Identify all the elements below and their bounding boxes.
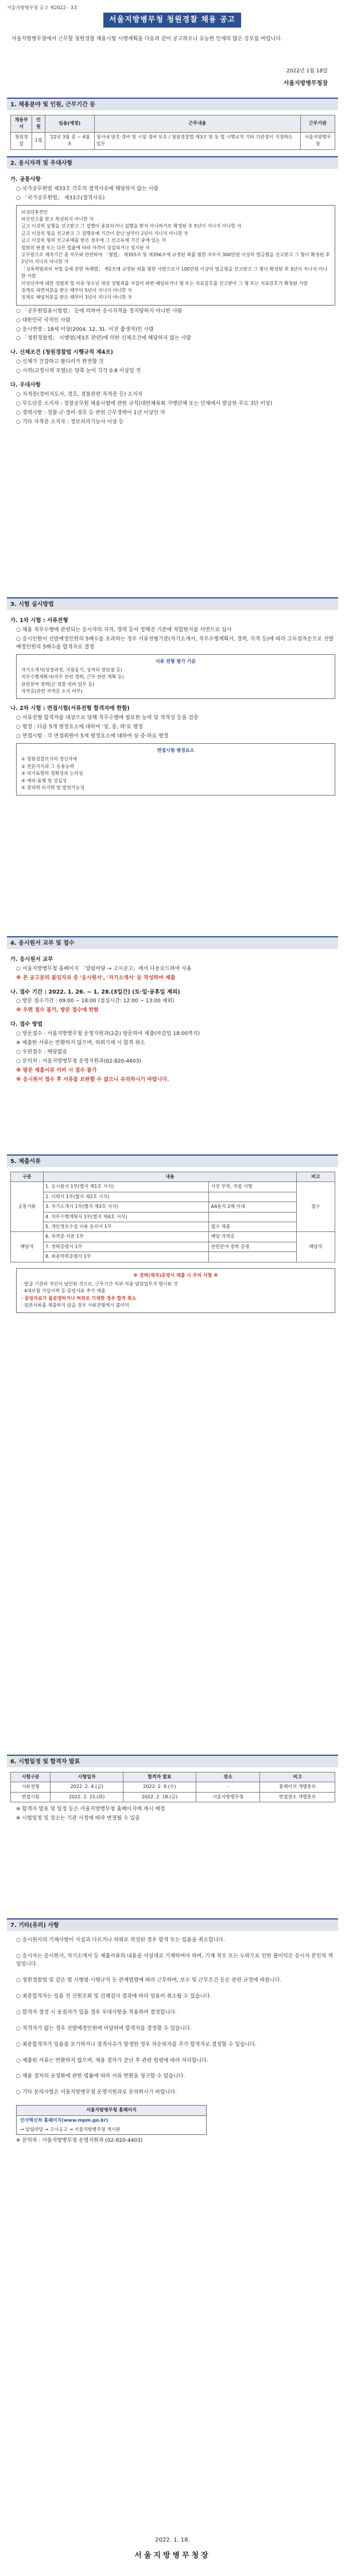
table-cell: 5. 개인정보수집 이용 동의서 1부: [44, 1222, 209, 1231]
box-line: 직무수행계획서(직무 관련 경력, 근무 관련 계획 등): [21, 674, 124, 680]
box-title: ※ 경력(재직)증명서 제출 시 주의 사항 ※: [133, 1272, 218, 1278]
table-cell: [209, 1252, 297, 1262]
list-item: ○ 서류전형 합격자를 대상으로 당해 직무수행에 필요한 능력 및 적격성 등을 검증: [16, 715, 199, 721]
list-item: ○ 합격자 결정 시 동점자가 있을 경우 우대사항을 적용하여 결정합니다.: [16, 2009, 177, 2015]
section-5-title: 5. 제출서류: [7, 1154, 338, 1167]
list-item: ※ 우편 접수 불가, 방문 접수에 한함: [16, 1007, 99, 1014]
table-cell: 서울지방병무청: [300, 132, 335, 149]
box-line: · 원본서류를 제출하지 않을 경우 서류전형에서 불이익: [21, 1303, 129, 1308]
table-cell: 3. 자기소개서 1부(별지 제3호 서식): [44, 1202, 209, 1212]
issuer-top: 서울지방병무청장: [283, 80, 328, 87]
table-cell: -: [196, 1782, 260, 1792]
table-header: 장소: [196, 1772, 260, 1782]
box-line: ⑤ 창의력·의지력 및 발전가능성: [21, 785, 85, 790]
list-item: ○ 무도단증 소지자 : 경찰공무원 채용시험에 관한 규칙(대한체육회 가맹단체 또는 단체에서 발급한 무도 3단 이상): [16, 400, 273, 407]
table-header: 근무기관: [300, 115, 335, 133]
table-cell: 1. 응시원서 1부(별지 제1호 서식): [44, 1182, 209, 1192]
list-item: ○ 적격자가 없는 경우 선발예정인원에 미달하여 합격자를 결정할 수 있습니다.: [16, 2025, 192, 2032]
table-cell: 8. 최종학력증명서 1부: [44, 1252, 209, 1262]
list-item: ○ 청원경찰법 및 같은 법 시행령·시행규칙 등 관계법령에 따라 근무하며, 보수 및 근무조건 등은 관련 규정에 따릅니다.: [16, 1977, 282, 1983]
box-line: 징계로 파면처분을 받은 때부터 5년이 지나지 아니한 자: [21, 287, 132, 293]
box-line: ② 전문지식과 그 응용능력: [21, 763, 75, 769]
note-text: ※ 합격자 발표 및 일정 등은 서울지방병무청 홈페이지에 게시 예정: [16, 1806, 165, 1813]
sub-heading: 다. 우대사항: [10, 382, 41, 389]
table-cell: 서류전형: [11, 1782, 51, 1792]
table-cell: 관련분야 경력 증명: [209, 1242, 297, 1252]
box-line: 자기소개서(성장과정, 지원동기, 성격의 장단점 등): [21, 667, 123, 673]
table-cell: 해당 자격증: [209, 1232, 297, 1242]
sub-heading: 다. 접수 방법: [10, 1021, 43, 1028]
table-cell: 2022. 2. 9.(수): [123, 1782, 196, 1792]
box-line: 자격증(관련 자격증 소지 여부): [21, 689, 83, 694]
list-item: ○ 「공무원임용시험령」 등에 의하여 응시자격을 정지당하지 아니한 사람: [16, 308, 183, 314]
table-cell: 7. 경력증명서 1부: [44, 1242, 209, 1252]
table-header: 구분: [11, 1172, 44, 1182]
box-line: ④ 예의·품행 및 성실성: [21, 778, 67, 783]
table-header: 시험구분: [11, 1772, 51, 1782]
table-row: [11, 1792, 335, 1802]
homepage-link[interactable]: 인사혁신처 홈페이지(www.mpm.go.kr): [20, 2117, 108, 2123]
list-item: ○ 제출된 서류는 반환하지 않으며, 채용 절차가 끝난 후 관련 법령에 따라 처리합니다.: [16, 2057, 208, 2064]
section-1-title: 1. 채용분야 및 인원, 근무기간 등: [7, 98, 338, 110]
list-item: ○ 최종합격자는 임용 전 신원조회 및 신체검사 결과에 따라 임용이 취소될 수 있습니다.: [16, 1993, 212, 1999]
table-cell: 청사내 방호·경비 및 시설 경비 보호 / 청원경찰법 제3조 및 동 법 시행규칙 기타 기관장이 지정하는 업무: [94, 132, 300, 149]
section-4-title: 4. 응시원서 교부 및 접수: [7, 936, 338, 949]
list-item: ○ 국가공무원법 제33조 각호의 결격사유에 해당하지 않는 사람: [16, 186, 158, 192]
box-line: 징계로 해임처분을 받은 때부터 3년이 지나지 아니한 자: [21, 295, 132, 300]
list-item: ○ 「국가공무원법」 제33조(결격사유): [16, 195, 105, 201]
section-3-title: 3. 시험 실시방법: [7, 597, 338, 610]
sub-heading: 나. 접수 기간 : 2022. 1. 26. ~ 1. 28.(3일간) (토·일·공휴일 제외): [10, 988, 180, 995]
section-1-body: [10, 115, 335, 150]
box-line: ① 청원경찰로서의 정신자세: [21, 756, 77, 762]
table-cell: 1명: [32, 132, 45, 149]
notice-number: 서울지방병무청 공고 제2022 - 3호: [7, 5, 78, 10]
list-item: ○ 응시인원이 선발예정인원의 5배수를 초과하는 경우 서류전형기준(자기소개서, 직무수행계획서, 경력, 자격 등)에 따라 고득점자순으로 선발예정인원의 5배수를 합격자로 결정: [16, 636, 334, 650]
table-cell: 공통서류: [11, 1182, 44, 1232]
table-cell: 사진 부착, 자필 서명: [209, 1182, 297, 1192]
table-cell: '22년 3월 중 ~ 4월 초: [45, 132, 94, 149]
table-cell: 해당자: [11, 1232, 44, 1262]
section-6-title: 6. 시험일정 및 합격자 발표: [7, 1755, 338, 1767]
box-line: 「성폭력범죄의 처벌 등에 관한 특례법」 제2조에 규정된 죄를 범한 사람으로서 100만원 이상의 벌금형을 선고받고 그 형이 확정된 후 3년이 지나지 아니한 사람: [21, 266, 327, 279]
sub-heading: 가. 공통사항: [10, 176, 41, 183]
list-item: ○ 기타 문의사항은 서울지방병무청 운영지원과로 문의하시기 바랍니다.: [16, 2090, 177, 2096]
section-2-title: 2. 응시자격 및 우대사항: [7, 156, 338, 169]
box-line: 미성년자에 대한 성범죄 및 아동·청소년 대상 성범죄를 저질러 파면·해임되거나 형 또는 치료감호를 선고받아 그 형 또는 치료감호가 확정된 사람: [21, 280, 308, 286]
list-item: ○ 기타 자격증 소지자 : 정보처리기능사 이상 등: [16, 419, 124, 425]
list-item: ○ 우편접수 : 해당없음: [16, 1049, 68, 1055]
link-box-header: 서울지방병무청 홈페이지: [17, 2106, 206, 2115]
intro-text: 서울지방병무청에서 근무할 청원경찰 채용시험 시행계획을 다음과 같이 공고하오니 유능한 인재의 많은 응모를 바랍니다.: [11, 36, 282, 42]
list-item: ○ 문의처 : 서울지방병무청 운영지원과(02-820-4403): [16, 1058, 141, 1064]
box-line: 관련분야 경력(군·경찰·경비 업무 등): [21, 681, 95, 687]
box-line: 금고 이상의 형의 선고유예를 받은 경우에 그 선고유예 기간 중에 있는 자: [21, 238, 166, 244]
table-header: 비고: [260, 1772, 335, 1782]
box-line: 법원의 판결 또는 다른 법률에 따라 자격이 상실되거나 정지된 자: [21, 245, 150, 250]
career-warning-box: [16, 1268, 335, 1314]
table-header: 합격자 발표: [123, 1772, 196, 1782]
table-cell: 청원경찰: [11, 132, 32, 149]
section-2-body: [10, 173, 335, 427]
table-cell: 6. 자격증 사본 1부: [44, 1232, 209, 1242]
table-cell: 해당자: [297, 1232, 335, 1262]
list-item: ○ 경력사항 : 경찰·군·경비·경호 등 관련 근무경력이 1년 이상인 자: [16, 410, 165, 416]
disqualification-box: [16, 205, 335, 306]
table-header: 근무내용: [94, 115, 300, 133]
box-line: 피성년후견인: [21, 209, 48, 215]
footer-issuer: 서울지방병무청장: [134, 2551, 211, 2560]
list-item: ○ 채용 절차의 공정화에 관한 법률에 따라 서류 반환을 청구할 수 있습니다.: [16, 2073, 185, 2080]
list-item: ※ 본 공고문의 붙임자료 중 '응시원서', '자기소개서' 등 작성하여 제출: [16, 975, 176, 981]
sub-heading: 나. 2차 시험 : 면접시험(서류전형 합격자에 한함): [10, 705, 130, 712]
homepage-path: → 알림마당 → 고시공고 → 서울지방병무청 게시판: [20, 2127, 121, 2133]
page-title: 서울지방병무청 청원경찰 채용 공고: [103, 13, 241, 28]
section-4-body: [10, 953, 335, 1086]
contact-text: ※ 문의처 : 서울지방병무청 운영지원과 (02-820-4403): [16, 2138, 143, 2144]
box-line: ③ 의사표현의 정확성과 논리성: [21, 771, 83, 777]
list-item: ○ 시력(교정시력 포함)은 양쪽 눈이 각각 0.8 이상일 것: [16, 368, 141, 374]
sub-heading: 나. 신체조건 (청원경찰법 시행규칙 제4조): [10, 349, 113, 356]
table-header: 채용부서: [11, 115, 32, 133]
table-cell: 홈페이지 개별통보: [260, 1782, 335, 1792]
section-6-body: [10, 1772, 335, 1824]
box-title: 면접시험 평정요소: [157, 748, 195, 754]
table-row: [11, 1782, 335, 1792]
table-cell: 필수: [297, 1182, 335, 1232]
box-line: 공무원으로 재직기간 중 직무와 관련하여 「형법」 제355조 및 제356조에 규정된 죄를 범한 자로서 300만원 이상의 벌금형을 선고받고 그 형이 확정된 후 2년이 지나지 아니한 자: [21, 252, 330, 265]
recruit-table: [10, 115, 335, 150]
table-cell: 필수 제출: [209, 1222, 297, 1231]
table-cell: 2022. 2. 15.(화): [51, 1792, 123, 1802]
list-item: ○ 응시원서의 기재사항이 사실과 다르거나 허위로 작성된 경우 합격 또는 임용을 취소합니다.: [16, 1937, 225, 1943]
table-cell: [209, 1212, 297, 1222]
warning-text: ※ 응시원서 접수 후 서류를 보완할 수 없으니 유의하시기 바랍니다.: [16, 1076, 169, 1083]
sub-heading: 가. 1차 시험 : 서류전형: [10, 617, 68, 624]
table-cell: 면접시험: [11, 1792, 51, 1802]
list-item: ○ 서울지방병무청 홈페이지 「알림마당 → 고시공고」에서 다운로드하여 사용: [16, 965, 192, 972]
box-line: 금고 이상의 형을 선고받고 그 집행유예 기간이 끝난 날부터 2년이 지나지 아니한 자: [21, 230, 188, 236]
list-item: ○ 대한민국 국적인 사람: [16, 317, 71, 323]
table-cell: 서울지방병무청: [196, 1792, 260, 1802]
list-item: ○ 방문 접수기간 : 09:00 ~ 18:00 (점심시간: 12:00 ~ 13:00 제외): [16, 998, 175, 1005]
table-cell: 면접장소 개별통보: [260, 1792, 335, 1802]
box-title: 서류 전형 평가 기준: [155, 658, 196, 664]
list-item: ○ 면접시험 : 각 면접위원이 5개 평정요소에 대하여 상·중·하로 평정: [16, 733, 169, 740]
table-header: 인원: [32, 115, 45, 133]
list-item: ○ 응시연령 : 18세 이상(2004. 12. 31. 이전 출생자)인 사람: [16, 326, 154, 333]
box-line: 파산선고를 받고 복권되지 아니한 자: [21, 216, 94, 222]
table-cell: 2. 이력서 1부(별지 제2호 서식): [44, 1192, 209, 1202]
note-text: ※ 시험일정 및 장소는 기관 사정에 따라 변경될 수 있음: [16, 1816, 140, 1822]
box-line: · 발급 기관의 직인이 날인된 것으로, 근무기간·직위·직종·담당업무가 명시된 것: [21, 1281, 178, 1287]
schedule-table: [10, 1772, 335, 1802]
list-item: ○ 응시자는 응시원서, 자기소개서 등 제출서류의 내용을 사실대로 기재하여야 하며, 기재 착오 또는 누락으로 인한 불이익은 응시자 본인의 책임입니다.: [16, 1953, 333, 1967]
documents-table: [10, 1172, 335, 1262]
table-cell: 2022. 2. 4.(금): [51, 1782, 123, 1792]
table-cell: 2022. 2. 18.(금): [123, 1792, 196, 1802]
interview-criteria-box: [16, 743, 335, 795]
section-3-body: [10, 615, 335, 798]
table-cell: 4. 직무수행계획서 1부(별지 제4호 서식): [44, 1212, 209, 1222]
section-7-title: 7. 기타(유의) 사항: [7, 1918, 338, 1931]
list-item: ○ 「청원경찰법」 시행령(제3조 관련)에 의한 신체조건에 해당하지 않는 사람: [16, 335, 191, 342]
list-item: ○ 최종합격자가 임용을 포기하거나 결격사유가 발생한 경우 차순위자를 추가 합격자로 결정할 수 있습니다.: [16, 2041, 257, 2048]
homepage-link-box: [16, 2105, 207, 2135]
box-line: 금고 이상의 실형을 선고받고 그 집행이 종료되거나 집행을 받지 아니하기로 확정된 후 5년이 지나지 아니한 자: [21, 223, 242, 229]
table-header: 비고: [297, 1172, 335, 1182]
table-header: 내용: [44, 1172, 297, 1182]
table-cell: A4용지 2매 이내: [209, 1202, 297, 1212]
section-5-body: [10, 1172, 335, 1315]
list-item: ○ 자격증(경비지도사, 경호, 경찰관련 자격증 등) 소지자: [16, 391, 143, 397]
sub-heading: 가. 응시원서 교부: [10, 956, 53, 963]
list-item: ※ 제출한 서류는 반환하지 않으며, 허위기재 시 합격 취소: [16, 1040, 145, 1046]
list-item: ○ 평정 : 다음 5개 평정요소에 대하여 '상, 중, 하'로 평정: [16, 724, 144, 731]
list-item: ○ 방문접수 : 서울지방병무청 운영지원과(2층) 방문하여 제출(마감일 18:00까지): [16, 1030, 200, 1037]
footer-date: 2022. 1. 18.: [155, 2537, 190, 2543]
table-cell: [209, 1192, 297, 1202]
section-7-body: [10, 1936, 335, 2146]
table-header: 임용(예정): [45, 115, 94, 133]
box-line: · 증빙자료가 불분명하거나 허위로 기재한 경우 합격 취소: [21, 1295, 137, 1301]
box-line: · 4대보험 가입이력 등 증빙서류 추가 제출: [21, 1288, 106, 1294]
notice-date: 2022년 1월 18일: [286, 68, 328, 74]
warning-text: ※ 방문 제출서류 미비 시 접수 불가: [16, 1067, 97, 1073]
list-item: ○ 채용 직무수행에 관련되는 응시자의 자격, 경력 등이 정해진 기준에 적합한지를 서면으로 심사: [16, 627, 232, 633]
table-header: 시험일자: [51, 1772, 123, 1782]
list-item: ○ 신체가 건강하고 팔다리가 완전할 것: [16, 359, 104, 365]
document-criteria-box: [16, 654, 335, 700]
